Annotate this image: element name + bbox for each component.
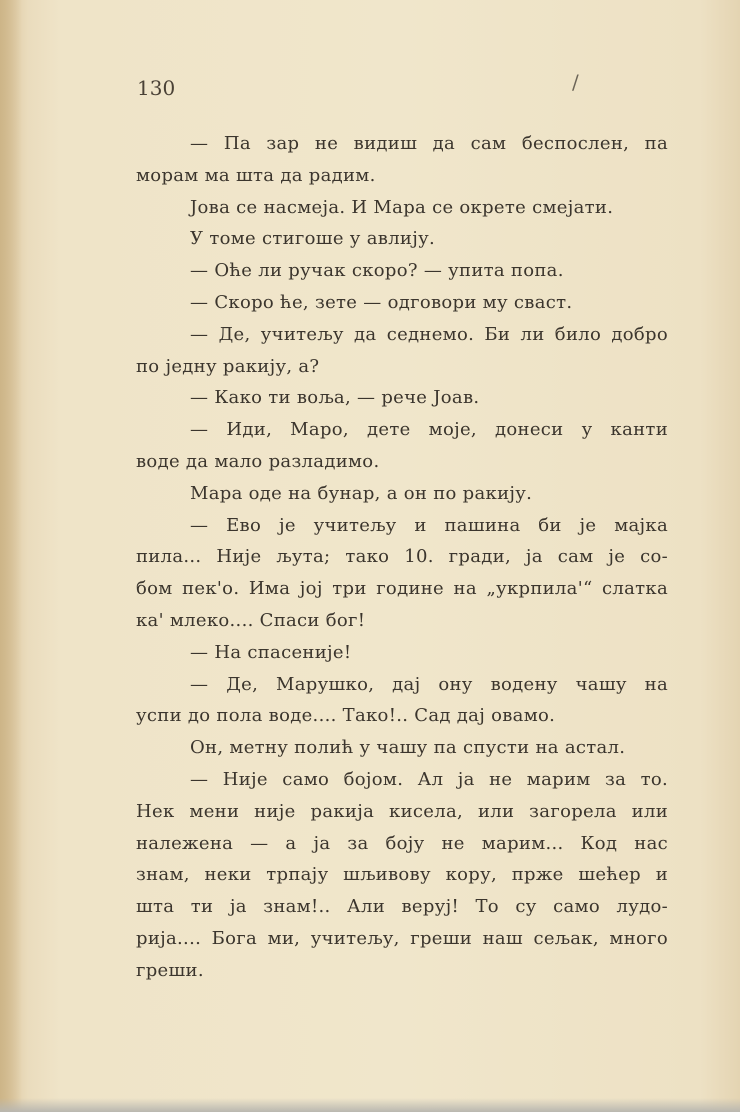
text-line: — Скоро ће, зете — одговори му сваст. [190,291,573,313]
text-line: — Оће ли ручак скоро? — упита попа. [190,260,564,282]
text-line: рија.... Бога ми, учитељу, греши наш сељак, много [136,927,668,949]
text-line: пила... Није љута; тако 10. гради, ја сам је со- [136,546,668,568]
text-line: — На спасеније! [190,641,352,663]
text-line: У томе стигоше у авлију. [190,228,436,250]
text-line: Мара оде на бунар, а он по ракију. [190,482,533,504]
text-line: належена — а ја за боју не марим... Код нас [136,832,668,854]
page-number: 130 [137,76,176,100]
text-line: ка' млеко.... Спаси бог! [136,609,366,631]
text-line: Јова се насмеја. И Мара се окрете смејати. [190,196,614,218]
text-line: воде да мало разладимо. [136,450,380,472]
text-line: — Де, учитељу да седнемо. Би ли било добро [190,323,668,345]
text-line: — Иди, Маро, дете моје, донеси у канти [190,419,668,441]
text-line: греши. [136,959,204,981]
body-text [136,128,668,987]
text-line: — Де, Марушко, дај ону водену чашу на [190,673,668,695]
text-line: бом пек'о. Има јој три године на „укрпила'“ слатка [136,578,668,600]
text-line: Он, метну полић у чашу па спусти на астал. [190,737,626,759]
text-line: шта ти ја знам!.. Али веруј! То су само лудо- [136,896,668,918]
binding-shadow [0,0,22,1112]
pencil-mark: / [572,70,579,94]
text-line: по једну ракију, а? [136,355,320,377]
text-line: морам ма шта да радим. [136,164,376,186]
text-line: — Ево је учитељу и пашина би је мајка [190,514,668,536]
text-line: Нек мени није ракија кисела, или загорела или [136,800,668,822]
text-line: — Па зар не видиш да сам беспослен, па [190,133,668,154]
text-line: — Није само бојом. Ал ја не марим за то. [190,768,668,790]
text-line: — Како ти воља, — рече Јоав. [190,387,480,409]
text-line: знам, неки трпају шљивову кору, прже шећер и [136,864,668,886]
page-bottom-edge [0,1098,740,1112]
text-line: успи до пола воде.... Тако!.. Сад дај овамо. [136,705,556,727]
